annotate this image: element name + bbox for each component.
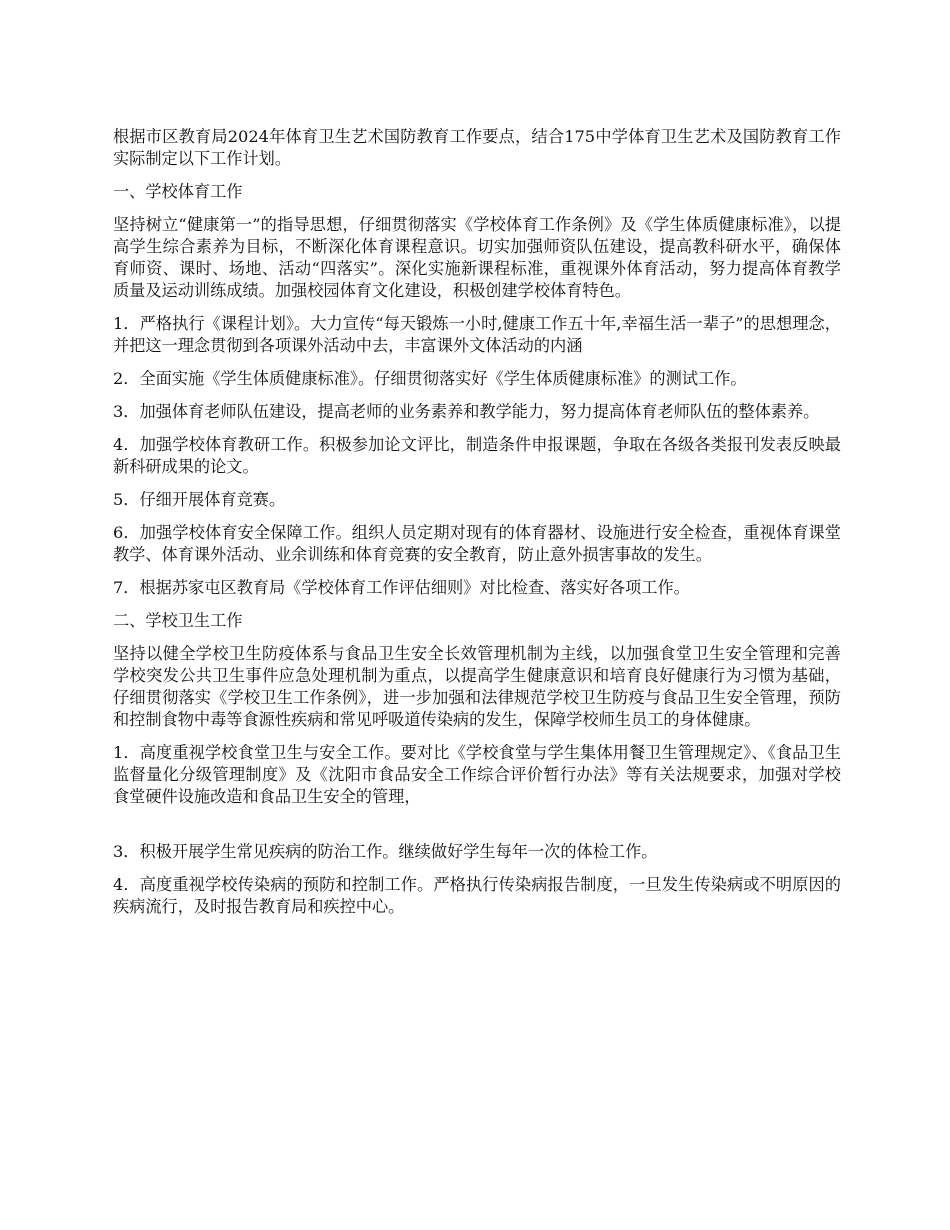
sports-item-3: 3．加强体育老师队伍建设，提高老师的业务素养和教学能力，努力提高体育老师队伍的整体素养。 <box>113 402 820 421</box>
sports-item-1: 1．严格执行《课程计划》。大力宣传“每天锻炼一小时,健康工作五十年,幸福生活一辈子”的思想理念，并把这一理念贯彻到各项课外活动中去，丰富课外文体活动的内涵 <box>113 314 841 355</box>
health-overview-paragraph: 坚持以健全学校卫生防疫体系与食品卫生安全长效管理机制为主线，以加强食堂卫生安全管理和完善学校突发公共卫生事件应急处理机制为重点，以提高学生健康意识和培育良好健康行为习惯为基础，仔细贯彻落实《学校卫生工作条例》，进一步加强和法律规范学校卫生防疫与食品卫生安全管理，预防和控制食物中毒等食源性疾病和常见呼吸道传染病的发生，保障学校师生员工的身体健康。 <box>113 644 841 729</box>
sports-item-2: 2．全面实施《学生体质健康标准》。仔细贯彻落实好《学生体质健康标准》的测试工作。 <box>113 369 747 388</box>
sports-item-7: 7．根据苏家屯区教育局《学校体育工作评估细则》对比检查、落实好各项工作。 <box>113 578 690 597</box>
sports-item-6: 6．加强学校体育安全保障工作。组织人员定期对现有的体育器材、设施进行安全检查，重视体育课堂教学、体育课外活动、业余训练和体育竞赛的安全教育，防止意外损害事故的发生。 <box>113 523 841 564</box>
health-item-4: 4．高度重视学校传染病的预防和控制工作。严格执行传染病报告制度，一旦发生传染病或不明原因的疾病流行，及时报告教育局和疾控中心。 <box>113 875 841 916</box>
blank-gap <box>113 819 841 841</box>
sports-overview-paragraph: 坚持树立“健康第一”的指导思想，仔细贯彻落实《学校体育工作条例》及《学生体质健康标准》，以提高学生综合素养为目标，不断深化体育课程意识。切实加强师资队伍建设，提高教科研水平，确保体育师资、课时、场地、活动“四落实”。深化实施新课程标准，重视课外体育活动，努力提高体育教学质量及运动训练成绩。加强校园体育文化建设，积极创建学校体育特色。 <box>113 215 841 300</box>
intro-paragraph: 根据市区教育局2024年体育卫生艺术国防教育工作要点，结合175中学体育卫生艺术及国防教育工作实际制定以下工作计划。 <box>113 127 841 168</box>
section-heading-health: 二、学校卫生工作 <box>113 611 243 630</box>
sports-item-5: 5．仔细开展体育竞赛。 <box>113 490 286 509</box>
health-item-3: 3．积极开展学生常见疾病的防治工作。继续做好学生每年一次的体检工作。 <box>113 842 658 861</box>
health-item-1: 1．高度重视学校食堂卫生与安全工作。要对比《学校食堂与学生集体用餐卫生管理规定》、《食品卫生监督量化分级管理制度》及《沈阳市食品安全工作综合评价暂行办法》等有关法规要求，加强对学校食堂硬件设施改造和食品卫生安全的管理， <box>113 743 841 806</box>
document-page <box>113 126 841 929</box>
section-heading-sports: 一、学校体育工作 <box>113 182 243 201</box>
sports-item-4: 4．加强学校体育教研工作。积极参加论文评比，制造条件申报课题，争取在各级各类报刊发表反映最新科研成果的论文。 <box>113 435 841 476</box>
